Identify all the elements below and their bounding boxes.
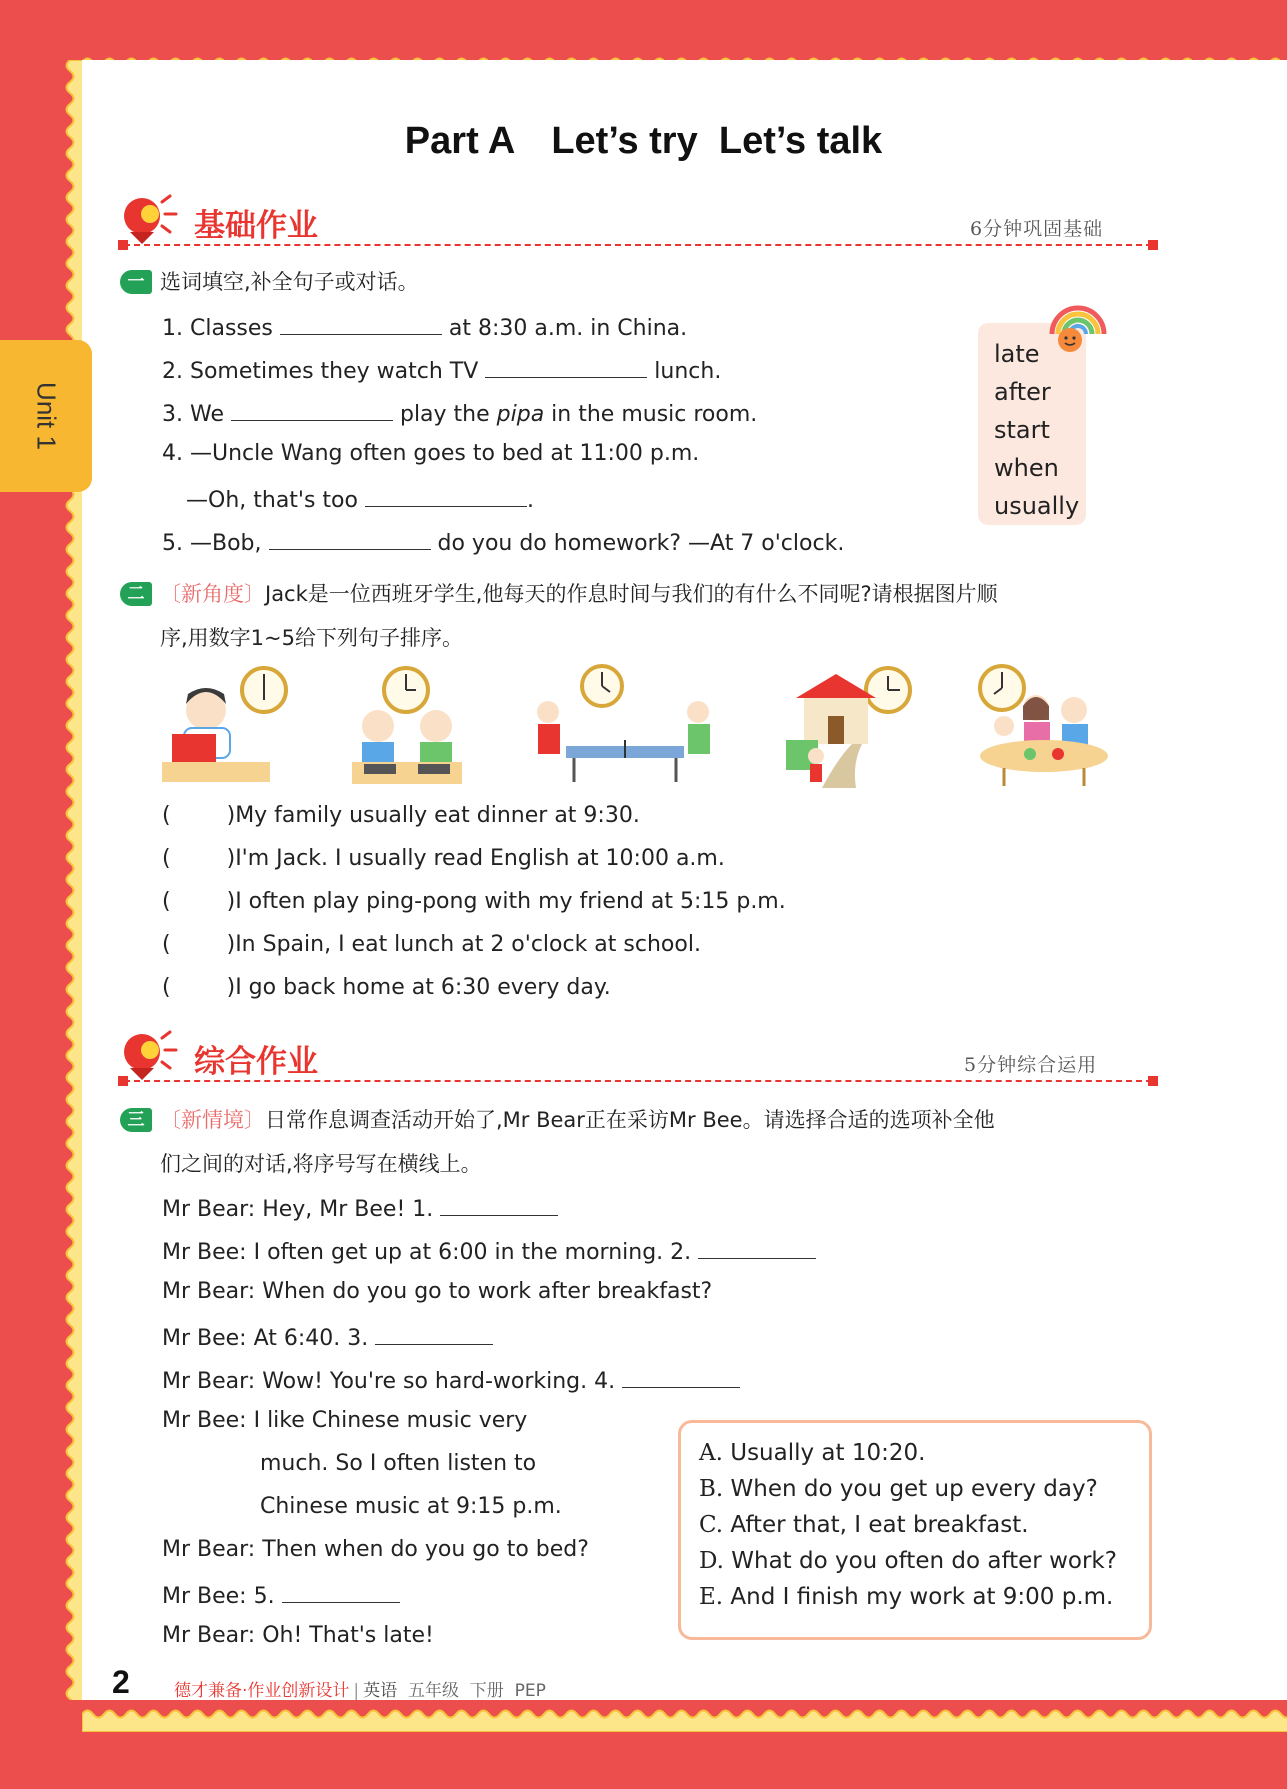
lamp-icon [120,1028,180,1082]
ex1-item-3: 3. We play the pipa in the music room. [162,398,757,427]
ex1-item-4-reply: —Oh, that's too . [186,484,534,513]
answer-blank[interactable] [231,398,393,421]
answer-blank[interactable] [269,527,431,550]
dialogue-line-7: much. So I often listen to [260,1451,537,1476]
option-a: A. Usually at 10:20. [699,1440,926,1466]
answer-blank[interactable] [375,1322,493,1345]
page-number: 2 [112,1664,130,1700]
options-box [678,1420,1152,1640]
rainbow-sun-icon [1046,294,1112,358]
dialogue-line-2: Mr Bee: I often get up at 6:00 in the morning. 2. [162,1236,816,1265]
exercise-3-instruction-line1: 〔新情境〕日常作息调查活动开始了,Mr Bear正在采访Mr Bee。请选择合适的选项补全他 [160,1108,995,1132]
dialogue-line-11: Mr Bear: Oh! That's late! [162,1623,434,1648]
section-note-basic: 6分钟巩固基础 [970,218,1104,240]
ex1-item-1: 1. Classes at 8:30 a.m. in China. [162,312,687,341]
new-context-tag: 〔新情境〕 [160,1108,265,1132]
dialogue-line-4: Mr Bee: At 6:40. 3. [162,1322,493,1351]
ex2-sentence-2: ( )I'm Jack. I usually read English at 10:00 a.m. [162,846,725,871]
ex1-item-5: 5. —Bob, do you do homework? —At 7 o'clock. [162,527,844,556]
dialogue-line-8: Chinese music at 9:15 p.m. [260,1494,562,1519]
ex2-sentence-3: ( )I often play ping-pong with my friend at 5:15 p.m. [162,889,786,914]
exercise-1-badge: 一 [120,270,152,294]
exercise-3-badge: 三 [120,1108,152,1132]
word-bank-item: start [994,416,1050,444]
option-d: D. What do you often do after work? [699,1548,1117,1574]
option-e: E. And I finish my work at 9:00 p.m. [699,1584,1114,1610]
ex2-sentence-4: ( )In Spain, I eat lunch at 2 o'clock at school. [162,932,701,957]
bottom-wavy-border [82,1696,1287,1732]
word-bank-item: after [994,378,1051,406]
answer-blank[interactable] [698,1236,816,1259]
option-b: B. When do you get up every day? [699,1476,1098,1502]
word-bank-item: when [994,454,1059,482]
ex1-item-2: 2. Sometimes they watch TV lunch. [162,355,721,384]
title-lets-try: Let’s try [551,120,698,162]
boys-eating-lunch-picture [348,664,466,788]
section-divider-basic [124,244,1152,246]
lamp-icon [120,192,180,246]
title-part: Part A [404,120,516,162]
option-c: C. After that, I eat breakfast. [699,1512,1029,1538]
word-bank-item: late [994,340,1040,368]
section-heading-comprehensive: 综合作业 [194,1044,318,1080]
answer-blank[interactable] [282,1580,400,1603]
dialogue-line-5: Mr Bear: Wow! You're so hard-working. 4. [162,1365,740,1394]
answer-blank[interactable] [440,1193,558,1216]
ex1-item-4: 4. —Uncle Wang often goes to bed at 11:00 p.m. [162,441,700,466]
dialogue-line-1: Mr Bear: Hey, Mr Bee! 1. [162,1193,558,1222]
word-bank-item: usually [994,492,1080,520]
ex2-sentence-5: ( )I go back home at 6:30 every day. [162,975,611,1000]
exercise-2-badge: 二 [120,582,152,606]
ex2-sentence-1: ( )My family usually eat dinner at 9:30. [162,803,640,828]
family-dinner-picture [974,664,1114,788]
footer-book-info: 德才兼备·作业创新设计 | 英语 五年级 下册 PEP [174,1681,546,1701]
exercise-2-instruction-line1: 〔新角度〕Jack是一位西班牙学生,他每天的作息时间与我们的有什么不同呢?请根据图片顺 [160,582,998,606]
dialogue-line-10: Mr Bee: 5. [162,1580,400,1609]
answer-blank[interactable] [280,312,442,335]
unit-tab-label: Unit 1 [31,382,62,450]
dialogue-line-6: Mr Bee: I like Chinese music very [162,1408,528,1433]
section-heading-basic: 基础作业 [194,208,318,244]
unit-tab [0,340,92,492]
answer-blank[interactable] [365,484,527,507]
dialogue-line-3: Mr Bear: When do you go to work after breakfast? [162,1279,713,1304]
going-home-picture [782,664,916,788]
section-divider-comprehensive [124,1080,1152,1082]
page-title [0,120,1287,163]
boy-reading-picture [158,664,290,788]
answer-blank[interactable] [622,1365,740,1388]
ping-pong-picture [526,664,728,788]
exercise-1-instruction: 选词填空,补全句子或对话。 [160,270,419,294]
exercise-3-instruction-line2: 们之间的对话,将序号写在横线上。 [160,1152,482,1176]
dialogue-line-9: Mr Bear: Then when do you go to bed? [162,1537,589,1562]
new-angle-tag: 〔新角度〕 [160,582,265,606]
answer-blank[interactable] [485,355,647,378]
section-note-comprehensive: 5分钟综合运用 [964,1054,1098,1076]
title-lets-talk: Let’s talk [718,120,883,162]
exercise-2-instruction-line2: 序,用数字1~5给下列句子排序。 [160,626,463,650]
